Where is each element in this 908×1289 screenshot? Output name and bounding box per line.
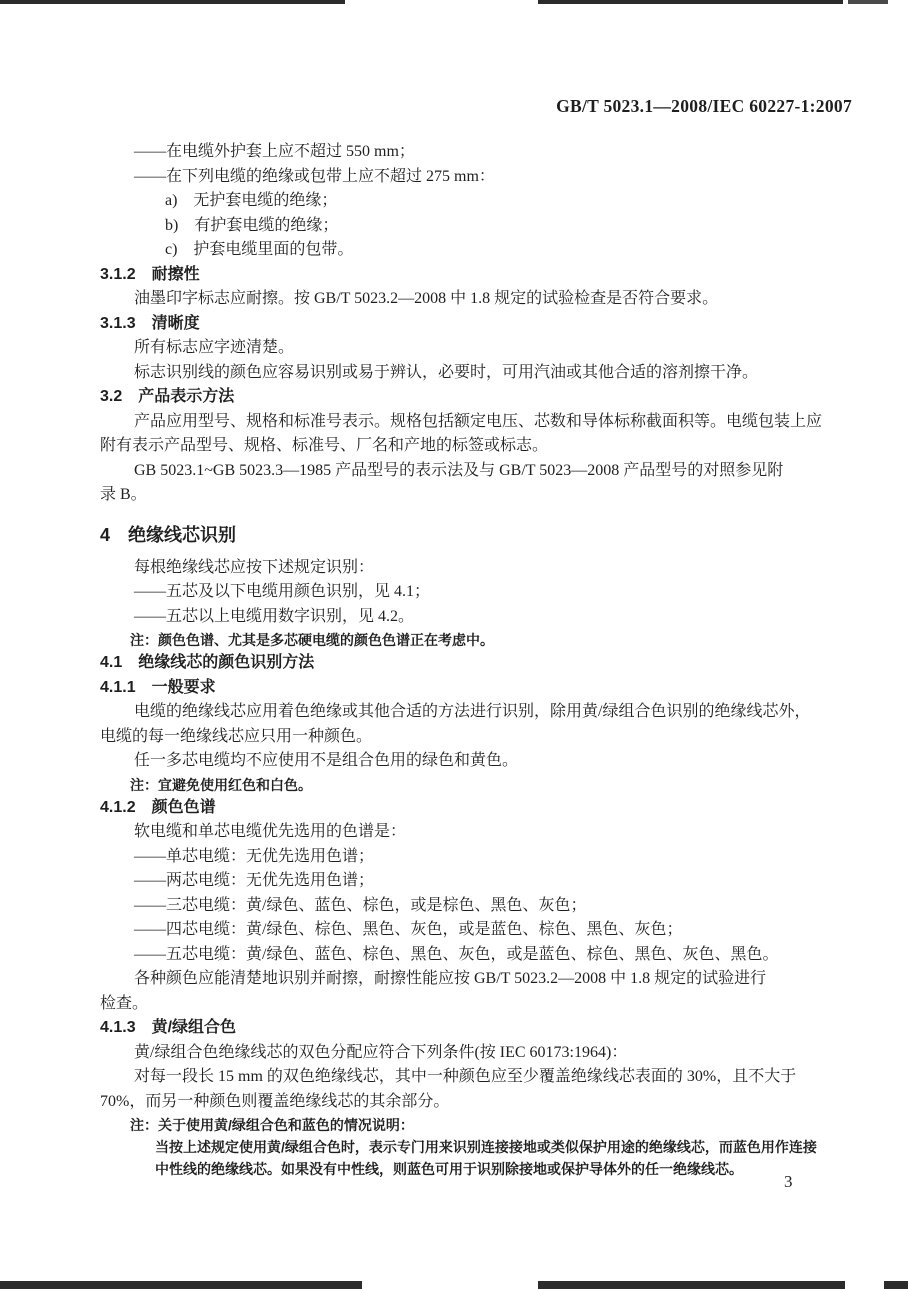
- paragraph-line: 电缆的绝缘线芯应用着色绝缘或其他合适的方法进行识别，除用黄/绿组合色识别的绝缘线芯外，: [134, 703, 811, 720]
- paragraph-line: 油墨印字标志应耐擦。按 GB/T 5023.2—2008 中 1.8 规定的试验检查是否符合要求。: [134, 290, 719, 307]
- paragraph-line: 任一多芯电缆均不应使用不是组合色用的绿色和黄色。: [134, 752, 519, 769]
- standard-code-header: GB/T 5023.1—2008/IEC 60227-1:2007: [556, 96, 852, 116]
- note-line: 注：关于使用黄/绿组合色和蓝色的情况说明：: [130, 1117, 414, 1133]
- paragraph-line: 电缆的每一绝缘线芯应只用一种颜色。: [100, 727, 373, 745]
- dash-list-item: ——四芯电缆：黄/绿色、棕色、黑色、灰色，或是蓝色、棕色、黑色、灰色；: [134, 921, 683, 938]
- paragraph-line: 附有表示产品型号、规格、标准号、厂名和产地的标签或标志。: [100, 437, 549, 454]
- dash-list-item: ——三芯电缆：黄/绿色、蓝色、棕色，或是棕色、黑色、灰色；: [134, 896, 587, 914]
- document-body: [100, 140, 860, 1180]
- dash-list-item: ——五芯及以下电缆用颜色识别，见 4.1；: [134, 583, 431, 600]
- scan-artifact-bottom-bar-left: [0, 1281, 362, 1289]
- paragraph-line: 录 B。: [100, 486, 147, 503]
- note-line: 注：宜避免使用红色和白色。: [130, 776, 312, 793]
- paragraph-line: 产品应用型号、规格和标准号表示。规格包括额定电压、芯数和导体标称截面积等。电缆包装上应: [134, 412, 823, 430]
- paragraph-line: 软电缆和单芯电缆优先选用的色谱是：: [134, 823, 407, 840]
- paragraph-line: 每根绝缘线芯应按下述规定识别：: [134, 558, 375, 576]
- section-heading: 4.1.3 黄/绿组合色: [100, 1019, 237, 1036]
- dash-list-item: ——两芯电缆：无优先选用色谱；: [134, 872, 375, 889]
- section-heading: 4.1.2 颜色色谱: [100, 798, 216, 816]
- alpha-list-item: c) 护套电缆里面的包带。: [165, 241, 354, 258]
- alpha-list-item: b) 有护套电缆的绝缘；: [165, 216, 339, 234]
- scan-artifact-top-bar-left: [0, 0, 345, 4]
- dash-list-item: ——在下列电缆的绝缘或包带上应不超过 275 mm：: [134, 167, 495, 185]
- dash-list-item: ——五芯以上电缆用数字识别，见 4.2。: [134, 607, 415, 625]
- dash-list-item: ——在电缆外护套上应不超过 550 mm；: [134, 143, 415, 160]
- scan-artifact-top-bar-right: [848, 0, 888, 4]
- section-heading: 3.1.2 耐擦性: [100, 265, 200, 283]
- section-heading: 4.1 绝缘线芯的颜色识别方法: [100, 654, 315, 671]
- paragraph-line: 标志识别线的颜色应容易识别或易于辨认，必要时，可用汽油或其他合适的溶剂擦干净。: [134, 363, 759, 381]
- chapter-heading: 4 绝缘线芯识别: [100, 524, 237, 545]
- alpha-list-item: a) 无护套电缆的绝缘；: [165, 192, 338, 209]
- scan-artifact-top-bar-middle: [538, 0, 843, 4]
- paragraph-line: GB 5023.1~GB 5023.3—1985 产品型号的表示法及与 GB/T 5023—2008 产品型号的对照参见附: [134, 461, 784, 479]
- scan-artifact-bottom-bar-right: [884, 1281, 908, 1289]
- paragraph-line: 70%，而另一种颜色则覆盖绝缘线芯的其余部分。: [100, 1092, 450, 1110]
- page-number: 3: [784, 1172, 793, 1191]
- section-heading: 3.2 产品表示方法: [100, 388, 235, 405]
- paragraph-line: 检查。: [100, 994, 149, 1012]
- section-heading: 4.1.1 一般要求: [100, 678, 216, 696]
- section-heading: 3.1.3 清晰度: [100, 314, 200, 332]
- note-continuation-line: 中性线的绝缘线芯。如果没有中性线，则蓝色可用于识别除接地或保护导体外的任一绝缘线芯。: [155, 1161, 743, 1177]
- note-line: 注：颜色色谱、尤其是多芯硬电缆的颜色色谱正在考虑中。: [130, 632, 494, 648]
- scan-artifact-bottom-bar-middle: [538, 1281, 845, 1289]
- note-continuation-line: 当按上述规定使用黄/绿组合色时，表示专门用来识别连接接地或类似保护用途的绝缘线芯，而蓝色用作连接: [155, 1139, 817, 1155]
- dash-list-item: ——五芯电缆：黄/绿色、蓝色、棕色、黑色、灰色，或是蓝色、棕色、黑色、灰色、黑色。: [134, 945, 779, 963]
- dash-list-item: ——单芯电缆：无优先选用色谱；: [134, 847, 375, 865]
- paragraph-line: 所有标志应字迹清楚。: [134, 339, 295, 356]
- paragraph-line: 对每一段长 15 mm 的双色绝缘线芯，其中一种颜色应至少覆盖绝缘线芯表面的 30%，且不大于: [134, 1068, 797, 1085]
- paragraph-line: 黄/绿组合色绝缘线芯的双色分配应符合下列条件(按 IEC 60173:1964)：: [134, 1043, 628, 1061]
- paragraph-line: 各种颜色应能清楚地识别并耐擦，耐擦性能应按 GB/T 5023.2—2008 中 1.8 规定的试验进行: [134, 970, 767, 987]
